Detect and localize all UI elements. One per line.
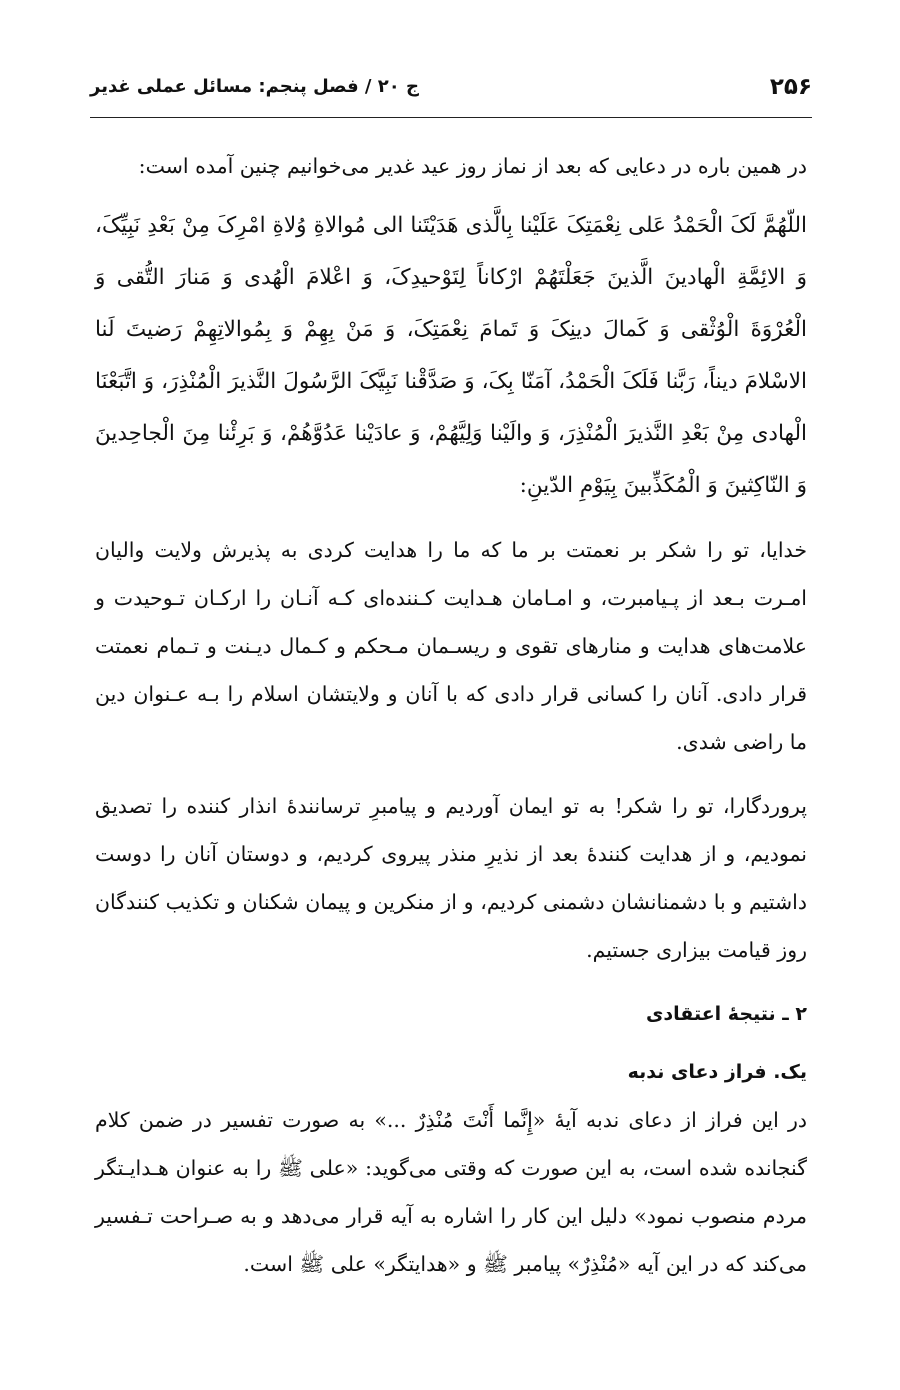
translation-paragraph-1: خدایا، تو را شکر بر نعمتت بر ما که ما را هدایت کردی به پذیرش ولایت والیان امـرت بـعد از پـیامبرت، و امـامان هـدایت کـننده‌ای کـه آنـان را ارکـان تـوحیدت و علامت‌های هدایت و منارهای تقوى و ریسـمان مـحکم و کـمال دیـنت و تـمام نعمتت قرار دادى. آنان را کسانى قرار دادى که با آنان و ولایتشان اسلام را بـه عـنوان دین ما راضى شدى. — [95, 538, 807, 754]
page-body — [95, 142, 807, 1288]
subsection-heading: یک. فراز دعاى ندبه — [627, 1061, 807, 1083]
body-paragraph-3: در این فراز از دعاى ندبه آیۀ «إِنَّما أَنْتَ مُنْذِرٌ ...» به صورت تفسیر در ضمن کلام گنجانده شده است، به این صورت که وقتى مى‌گوید: «على ﷺ را به عنوان هـدایـتگر مردم منصوب نمود» دلیل این کار را اشاره به آیه قرار مى‌دهد و به صـراحت تـفسیر مى‌کند که در این آیه «مُنْذِرٌ» پیامبر ﷺ و «هدایتگر» على ﷺ است. — [95, 1108, 807, 1276]
page-header — [90, 70, 812, 110]
running-head: ج ۲۰ / فصل پنجم: مسائل عملی غدیر — [90, 76, 420, 97]
header-rule — [90, 117, 812, 118]
prayer-arabic-text: اللّهُمَّ لَکَ الْحَمْدُ عَلى نِعْمَتِکَ عَلَیْنا بِالَّذی هَدَیْتَنا الى مُوالاةِ وُلاةِ امْرِکَ مِنْ بَعْدِ نَبِیِّکَ، وَ الائِمَّةِ الْهادینَ الَّذینَ جَعَلْتَهُمْ ارْکاناً لِتَوْحیدِکَ، وَ اعْلامَ الْهُدى وَ مَنارَ التُّقى وَ الْعُرْوَةَ الْوُثْقى وَ کَمالَ دینِکَ وَ تَمامَ نِعْمَتِکَ، وَ مَنْ بِهِمْ وَ بِمُوالاتِهِمْ رَضیتَ لَنا الاسْلامَ دیناً، رَبَّنا فَلَکَ الْحَمْدُ، آمَنّا بِکَ، وَ صَدَّقْنا نَبِیَّکَ الرَّسُولَ النَّذیرَ الْمُنْذِرَ، وَ اتَّبَعْنَا الْهادی مِنْ بَعْدِ النَّذیرَ الْمُنْذِرَ، وَ والَیْنا وَلِیَّهُمْ، وَ عادَیْنا عَدُوَّهُمْ، وَ بَرِئْنا مِنَ الْجاحِدینَ وَ النّاکِثینَ وَ الْمُکَذِّبینَ بِیَوْمِ الدّینِ: — [95, 213, 807, 498]
intro-paragraph: در همین باره در دعایی که بعد از نماز روز عید غدیر می‌خوانیم چنین آمده است: — [138, 154, 807, 178]
section-heading: ۲ ـ نتیجۀ اعتقادى — [645, 1003, 807, 1025]
page-number: ۲۵۶ — [769, 74, 812, 100]
translation-paragraph-2: پروردگارا، تو را شکر! به تو ایمان آوردیم و پیامبرِ ترسانندۀ انذار کننده را تصدیق نمودیم، و از هدایت کنندۀ بعد از نذیرِ منذر پیروى کردیم، و دوستان آنان را دوست داشتیم و با دشمنانشان دشمنى کردیم، و از منکرین و پیمان شکنان و تکذیب کنندگان روز قیامت بیزارى جستیم. — [95, 794, 807, 962]
